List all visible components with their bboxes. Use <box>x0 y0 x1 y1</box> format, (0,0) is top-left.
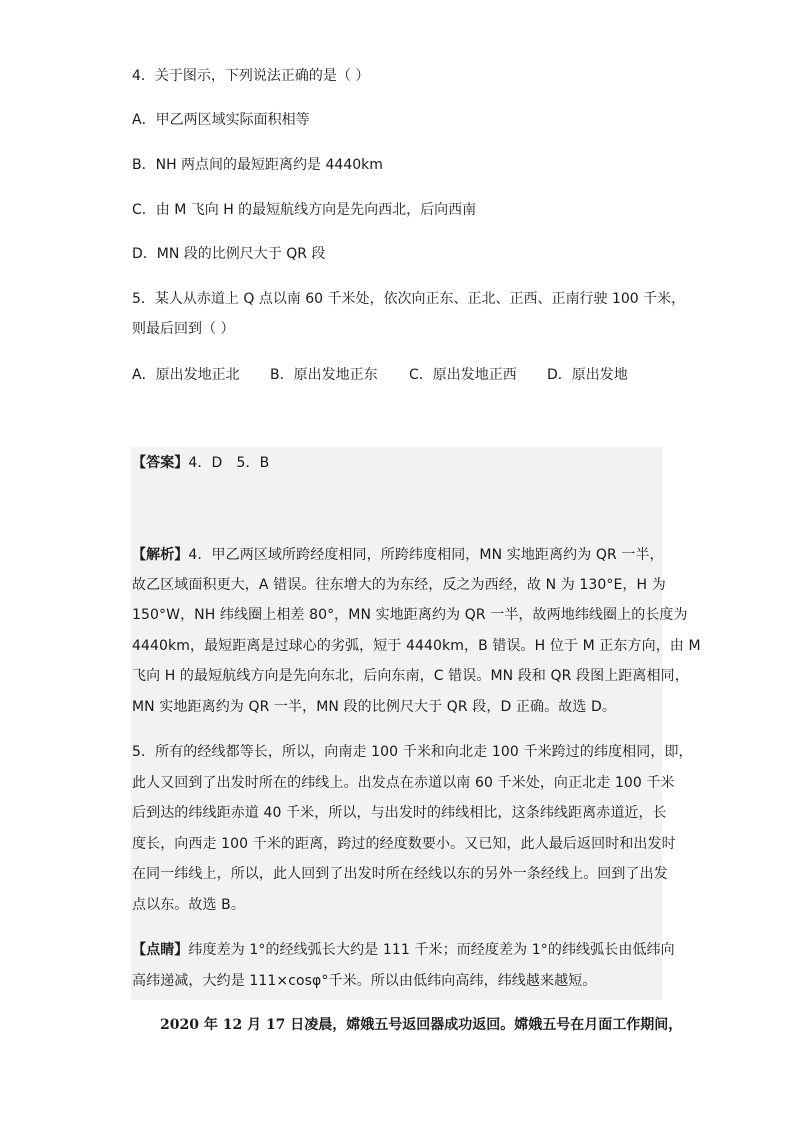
answer-text: 4．D 5．B <box>188 455 270 471</box>
tip-line-1 <box>132 940 675 960</box>
q5-stem-line1: 5．某人从赤道上 Q 点以南 60 千米处，依次向正东、正北、正西、正南行驶 100 千米， <box>132 291 686 307</box>
analysis5-line-5: 在同一纬线上，所以，此人回到了出发时所在经线以东的另外一条经线上。回到了出发 <box>132 866 668 882</box>
tip-tag: 【点睛】 <box>132 942 189 958</box>
q4-stem: 4．关于图示，下列说法正确的是（ ） <box>132 68 370 84</box>
q5-option-b: B．原出发地正东 <box>270 367 378 383</box>
q5-options <box>132 365 628 385</box>
analysis5-line-1: 5．所有的经线都等长，所以，向南走 100 千米和向北走 100 千米跨过的纬度相同，即， <box>132 744 693 760</box>
q4-option-d: D．MN 段的比例尺大于 QR 段 <box>132 246 326 262</box>
analysis-line-5: 飞向 H 的最短航线方向是先向东北，后向东南，C 错误。MN 段和 QR 段图上距离相同， <box>132 668 689 684</box>
analysis-tag: 【解析】 <box>132 547 189 563</box>
q4-option-b: B．NH 两点间的最短距离约是 4440km <box>132 157 383 173</box>
q5-option-d: D．原出发地 <box>547 367 628 383</box>
next-passage-line: 2020 年 12 月 17 日凌晨，嫦娥五号返回器成功返回。嫦娥五号在月面工作期间， <box>160 1017 683 1033</box>
analysis5-line-6: 点以东。故选 B。 <box>132 897 245 913</box>
q4-option-a: A．甲乙两区域实际面积相等 <box>132 112 310 128</box>
analysis5-line-4: 度长，向西走 100 千米的距离，跨过的经度数要小。又已知，此人最后返回时和出发时 <box>132 836 676 852</box>
analysis-line-4: 4440km，最短距离是过球心的劣弧，短于 4440km，B 错误。H 位于 M 正东方向，由 M <box>132 638 701 654</box>
tip-line-2: 高纬递减，大约是 111×cosφ°千米。所以由低纬向高纬，纬线越来越短。 <box>132 973 597 989</box>
answer-line <box>132 453 269 473</box>
q5-option-a: A．原出发地正北 <box>132 367 240 383</box>
analysis5-line-2: 此人又回到了出发时所在的纬线上。出发点在赤道以南 60 千米处，向正北走 100 千米 <box>132 775 675 791</box>
q5-stem-line2: 则最后回到（ ） <box>132 321 235 337</box>
analysis-line-1 <box>132 545 664 565</box>
analysis-line-2: 故乙区域面积更大，A 错误。往东增大的为东经，反之为西经，故 N 为 130°E，H 为 <box>132 577 666 593</box>
answer-tag: 【答案】 <box>132 455 189 471</box>
answer-panel <box>131 447 662 1000</box>
tip-text-1: 纬度差为 1°的经线弧长大约是 111 千米；而经度差为 1°的纬线弧长由低纬向 <box>188 942 675 958</box>
analysis-line-3: 150°W，NH 纬线圈上相差 80°，MN 实地距离约为 QR 一半，故两地纬线圈上的长度为 <box>132 607 688 623</box>
q4-option-c: C．由 M 飞向 H 的最短航线方向是先向西北，后向西南 <box>132 202 477 218</box>
analysis-text-4-0: 4．甲乙两区域所跨经度相同，所跨纬度相同，MN 实地距离约为 QR 一半， <box>188 547 664 563</box>
q5-option-c: C．原出发地正西 <box>409 367 517 383</box>
analysis-line-6: MN 实地距离约为 QR 一半，MN 段的比例尺大于 QR 段，D 正确。故选 D。 <box>132 699 616 715</box>
analysis5-line-3: 后到达的纬线距赤道 40 千米，所以，与出发时的纬线相比，这条纬线距离赤道近，长 <box>132 805 667 821</box>
